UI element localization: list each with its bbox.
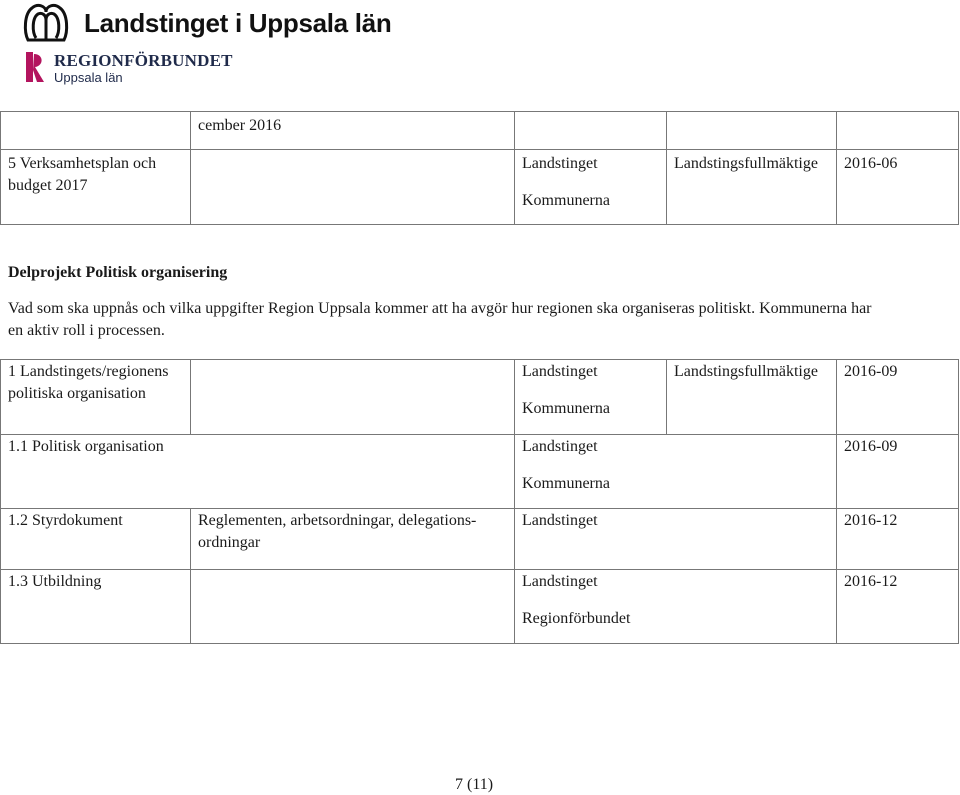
landstinget-emblem-icon <box>22 2 70 44</box>
delprojekt-table <box>0 359 959 644</box>
table-cell <box>191 150 515 225</box>
cell-text: Kommunerna <box>522 475 610 492</box>
regionforbundet-logo-subtext: Uppsala län <box>54 70 123 85</box>
table-cell <box>191 112 515 150</box>
cell-text: 2016-09 <box>844 438 898 455</box>
cell-text: Landstinget <box>522 438 598 455</box>
table-cell <box>837 509 959 570</box>
table-cell <box>1 570 191 644</box>
table-cell <box>837 112 959 150</box>
table-cell <box>1 112 191 150</box>
table-cell <box>515 360 667 435</box>
table-cell <box>515 435 837 509</box>
cell-text: Reglementen, arbetsordningar, delegations-ordningar <box>198 512 477 551</box>
table-cell <box>837 150 959 225</box>
table-cell <box>191 360 515 435</box>
section-heading: Delprojekt Politisk organisering <box>8 264 228 281</box>
cell-text: 2016-12 <box>844 512 898 529</box>
table-cell <box>1 435 515 509</box>
cell-text: Kommunerna <box>522 400 610 417</box>
cell-text: Landstinget <box>522 155 598 172</box>
table-cell <box>191 570 515 644</box>
table-cell <box>837 435 959 509</box>
regionforbundet-logo-text: REGIONFÖRBUNDET <box>54 51 233 70</box>
regionforbundet-logo <box>24 50 284 86</box>
cell-text: Landstingsfullmäktige <box>674 155 818 172</box>
cell-text: Landstinget <box>522 363 598 380</box>
table-cell <box>1 360 191 435</box>
cell-text: Kommunerna <box>522 192 610 209</box>
section-paragraph-line1: Vad som ska uppnås och vilka uppgifter Region Uppsala kommer att ha avgör hur regionen ska organiseras politiskt. Kommunerna har <box>8 300 872 317</box>
table-row <box>1 570 959 644</box>
cell-text: 2016-12 <box>844 573 898 590</box>
table-cell <box>1 150 191 225</box>
table-row <box>1 150 959 225</box>
cell-text: Landstinget <box>522 573 598 590</box>
table-cell <box>1 509 191 570</box>
table-cell <box>837 360 959 435</box>
section-paragraph-line2: en aktiv roll i processen. <box>8 322 165 339</box>
cell-text: 1 Landstingets/regionens politiska organisation <box>8 363 169 402</box>
cell-text: 1.1 Politisk organisation <box>8 438 164 455</box>
cell-text: Landstingsfullmäktige <box>674 363 818 380</box>
table-row <box>1 360 959 435</box>
table-cell <box>515 150 667 225</box>
table-row <box>1 435 959 509</box>
table-cell <box>515 570 837 644</box>
landstinget-logo <box>22 2 392 44</box>
table-row <box>1 509 959 570</box>
table-cell <box>667 112 837 150</box>
table-cell <box>667 360 837 435</box>
cell-text: 2016-09 <box>844 363 898 380</box>
table-cell <box>667 150 837 225</box>
table-cell <box>515 112 667 150</box>
landstinget-logo-text: Landstinget i Uppsala län <box>84 8 392 38</box>
cell-text: Regionförbundet <box>522 610 631 627</box>
cell-text: Landstinget <box>522 512 598 529</box>
cell-text: 5 Verksamhetsplan och budget 2017 <box>8 155 157 194</box>
regionforbundet-emblem-icon <box>24 50 46 84</box>
cell-text: 1.2 Styrdokument <box>8 512 123 529</box>
plan-table-top <box>0 111 959 225</box>
cell-text: 2016-06 <box>844 155 898 172</box>
cell-text: 1.3 Utbildning <box>8 573 102 590</box>
table-cell <box>515 509 837 570</box>
page-number: 7 (11) <box>455 776 494 793</box>
table-cell <box>837 570 959 644</box>
table-row <box>1 112 959 150</box>
cell-text: cember 2016 <box>198 117 282 134</box>
table-cell <box>191 509 515 570</box>
